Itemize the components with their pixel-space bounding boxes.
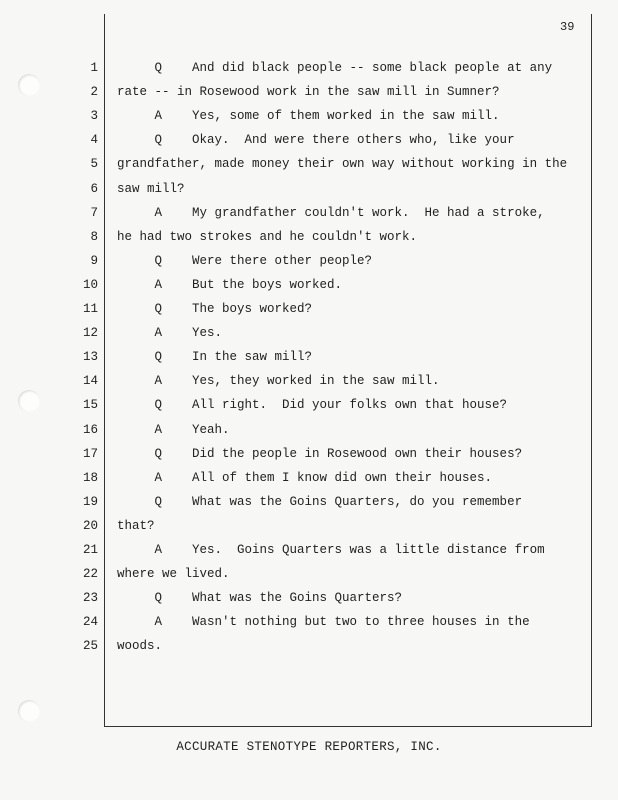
line-number: 18 (82, 470, 98, 485)
line-number: 24 (82, 615, 98, 630)
line-text: rate -- in Rosewood work in the saw mill in Sumner? (117, 85, 500, 100)
line-number: 10 (82, 277, 98, 292)
line-number: 20 (82, 518, 98, 533)
transcript-line (0, 321, 618, 345)
line-text: A Yeah. (117, 422, 230, 437)
transcript-line (0, 610, 618, 634)
transcript-line (0, 345, 618, 369)
line-number: 5 (90, 157, 98, 172)
transcript-line (0, 514, 618, 538)
line-text: where we lived. (117, 567, 230, 582)
line-number: 11 (82, 302, 98, 316)
transcript-line (0, 201, 618, 225)
line-text: Q What was the Goins Quarters? (117, 591, 403, 606)
line-text: Q All right. Did your folks own that house? (117, 398, 508, 413)
transcript-line (0, 634, 618, 658)
line-number: 15 (82, 398, 98, 413)
transcript-line (0, 369, 618, 393)
line-number: 13 (82, 350, 98, 365)
line-text: Q Okay. And were there others who, like your (117, 133, 515, 148)
line-number: 16 (82, 422, 98, 437)
line-text: A But the boys worked. (117, 277, 343, 292)
line-number: 14 (82, 374, 98, 389)
punch-hole-bottom (18, 700, 40, 722)
footer-reporter-name: ACCURATE STENOTYPE REPORTERS, INC. (176, 740, 442, 754)
transcript-line (0, 418, 618, 442)
transcript-line (0, 586, 618, 610)
transcript-line (0, 562, 618, 586)
transcript-line (0, 152, 618, 176)
transcript-line (0, 128, 618, 152)
line-text: Q And did black people -- some black people at any (117, 61, 553, 75)
page-number: 39 (560, 20, 575, 34)
line-text: Q In the saw mill? (117, 350, 313, 365)
line-number: 17 (82, 446, 98, 461)
line-number: 23 (82, 591, 98, 606)
line-number: 1 (90, 61, 98, 75)
line-text: he had two strokes and he couldn't work. (117, 229, 418, 244)
line-text: Q Did the people in Rosewood own their houses? (117, 446, 523, 461)
line-text: A Wasn't nothing but two to three houses in the (117, 615, 530, 630)
transcript-line (0, 442, 618, 466)
line-text: Q What was the Goins Quarters, do you remember (117, 494, 523, 509)
transcript-line (0, 273, 618, 297)
line-number: 9 (90, 253, 98, 268)
transcript-line (0, 393, 618, 417)
line-number: 25 (82, 639, 98, 654)
line-text: A My grandfather couldn't work. He had a stroke, (117, 205, 545, 220)
line-number: 7 (90, 205, 98, 220)
line-number: 2 (90, 85, 98, 100)
transcript-line (0, 104, 618, 128)
line-text: A Yes, they worked in the saw mill. (117, 374, 440, 389)
transcript-line (0, 56, 618, 80)
line-text: Q Were there other people? (117, 253, 373, 268)
transcript-line (0, 297, 618, 321)
transcript-line (0, 249, 618, 273)
line-number: 19 (82, 494, 98, 509)
line-number: 8 (90, 229, 98, 244)
line-text: A All of them I know did own their houses. (117, 470, 493, 485)
line-number: 3 (90, 109, 98, 124)
line-text: Q The boys worked? (117, 302, 313, 316)
transcript-line (0, 538, 618, 562)
line-text: saw mill? (117, 181, 185, 196)
line-text: grandfather, made money their own way without working in the (117, 157, 568, 172)
transcript-line (0, 177, 618, 201)
line-text: A Yes, some of them worked in the saw mill. (117, 109, 500, 124)
transcript-line (0, 490, 618, 514)
line-number: 21 (82, 543, 98, 557)
line-number: 6 (90, 181, 98, 196)
transcript-line (0, 225, 618, 249)
transcript-line (0, 466, 618, 490)
transcript-line (0, 80, 618, 104)
line-number: 12 (82, 326, 98, 341)
line-text: that? (117, 518, 155, 533)
line-number: 4 (90, 133, 98, 148)
line-text: A Yes. (117, 326, 223, 341)
line-text: A Yes. Goins Quarters was a little distance from (117, 543, 545, 557)
line-number: 22 (82, 567, 98, 582)
line-text: woods. (117, 639, 163, 654)
